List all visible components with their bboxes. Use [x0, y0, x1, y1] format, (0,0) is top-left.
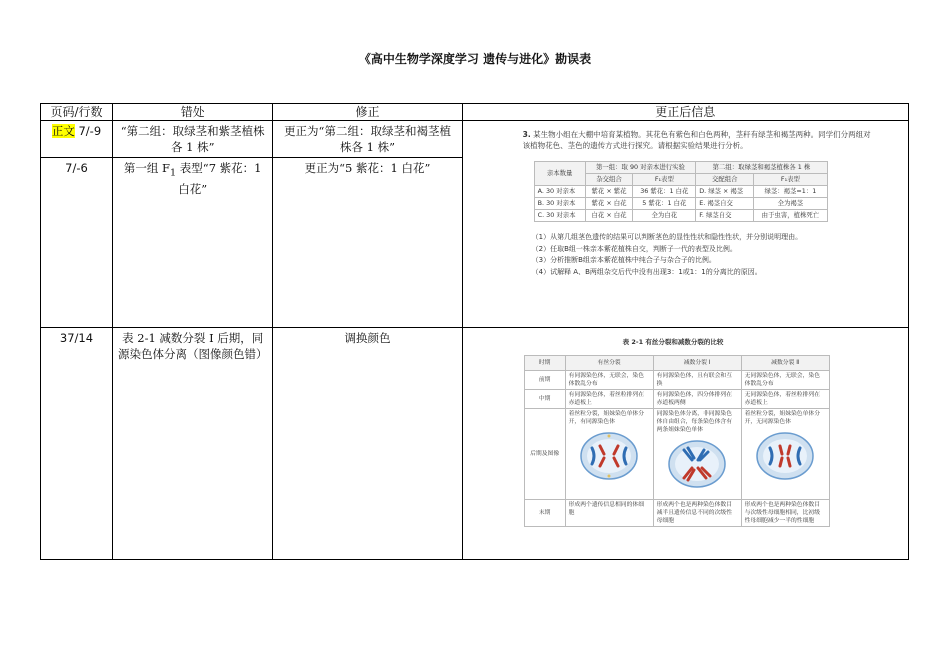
mitosis-table: 时期 有丝分裂 减数分裂 Ⅰ 减数分裂 Ⅱ 前期 有同源染色体，无联会，染色体散乱分布 有同源染色体，且有联会和互换 无同源染色体，无联会，染色体散乱分布 中期 有同源染色体，着丝粒排列在赤道板上 有同源染色体，四分体排列在赤道板两侧 无同源染色体，着丝粒排列在赤道板上 后期及图像 着丝粒分裂，姐妹染色单体分开，有同源染色体 同源染色体分离，非同源染色体自由组合，每条染色体含有两条姐妹染色单体 着丝粒分裂，姐妹染色单体分开，无同源染色体 末期 形成两个遗传信息相同的体细胞 形成两个也是两种染色体数目减半且遗传信息不同的次级性母细胞 形成两个也是两种染色体数目与次级性母细胞相同，比初级性母细胞减少一半的性细胞	[524, 355, 830, 527]
row-page: 7/-6	[41, 158, 113, 328]
row-error: 第一组 $F_1$ 表型“7 紫花：1 白花”	[112, 158, 272, 328]
header-page: 页码/行数	[41, 104, 113, 121]
header-fix: 修正	[273, 104, 462, 121]
mitosis-image	[462, 328, 908, 560]
header-row	[41, 104, 909, 121]
subquestions: （1）从第几组茎色遗传的结果可以判断茎色的显性性状和隐性性状，并分别说明理由。 （2）任取B组一株亲本紫花植株自交，判断子一代的表型及比例。 （3）分析推断B组亲本紫花植株中纯合子与杂合子的比例。 （4）试解释 A、B两组杂交后代中没有出现3：1或1：1的分离比的原因。	[531, 233, 803, 276]
question-text: 3. 某生物小组在大棚中培育某植物。其花色有紫色和白色两种，茎秆有绿茎和褐茎两种。同学们分两组对该植物花色、茎色的遗传方式进行探究。请根据实验结果进行分析。	[522, 130, 871, 150]
row-page: 37/14	[41, 328, 113, 560]
row-fix: 调换颜色	[273, 328, 462, 560]
header-corrected-info: 更正后信息	[462, 104, 908, 121]
header-error: 错处	[112, 104, 272, 121]
question-image	[462, 121, 908, 328]
meiosis-two-cell-picture	[752, 428, 818, 484]
row-error: “第二组：取绿茎和紫茎植株各 1 株”	[112, 121, 272, 158]
errata-table	[40, 103, 909, 560]
meiosis-one-cell-picture	[664, 436, 730, 492]
mitosis-cell-picture	[576, 428, 642, 484]
row-error: 表 2-1 减数分裂 I 后期，同源染色体分离（图像颜色错）	[112, 328, 272, 560]
highlight-text: 正文	[51, 124, 75, 138]
row-fix: 更正为“第二组：取绿茎和褐茎植株各 1 株”	[273, 121, 462, 158]
table-row	[41, 328, 909, 560]
question-table: 亲本数量 第一组：取 90 对亲本进行实验 第二组：取绿茎和褐茎植株各 1 株 杂交组合 F₁表型 交配组合 F₁表型 A. 30 对亲本 紫花 × 紫花 36 紫花：1 白花 D. 绿茎 × 褐茎 绿茎：褐茎=1：1 B. 30 对亲本 紫花 × 白花 5 紫花：1 白花 E. 褐茎自交 全为褐茎 C. 30 对亲本 白花 × 白花 全为白花 F. 绿茎自交 由于虫害，植株死亡	[534, 161, 828, 222]
row-page: 正文 7/-9	[41, 121, 113, 158]
page-title: 《高中生物学深度学习 遗传与进化》勘误表	[358, 52, 592, 66]
row-fix: 更正为“5 紫花：1 白花”	[273, 158, 462, 328]
mitosis-caption: 表 2-1 有丝分裂和减数分裂的比较	[622, 338, 724, 346]
table-row	[41, 121, 909, 158]
